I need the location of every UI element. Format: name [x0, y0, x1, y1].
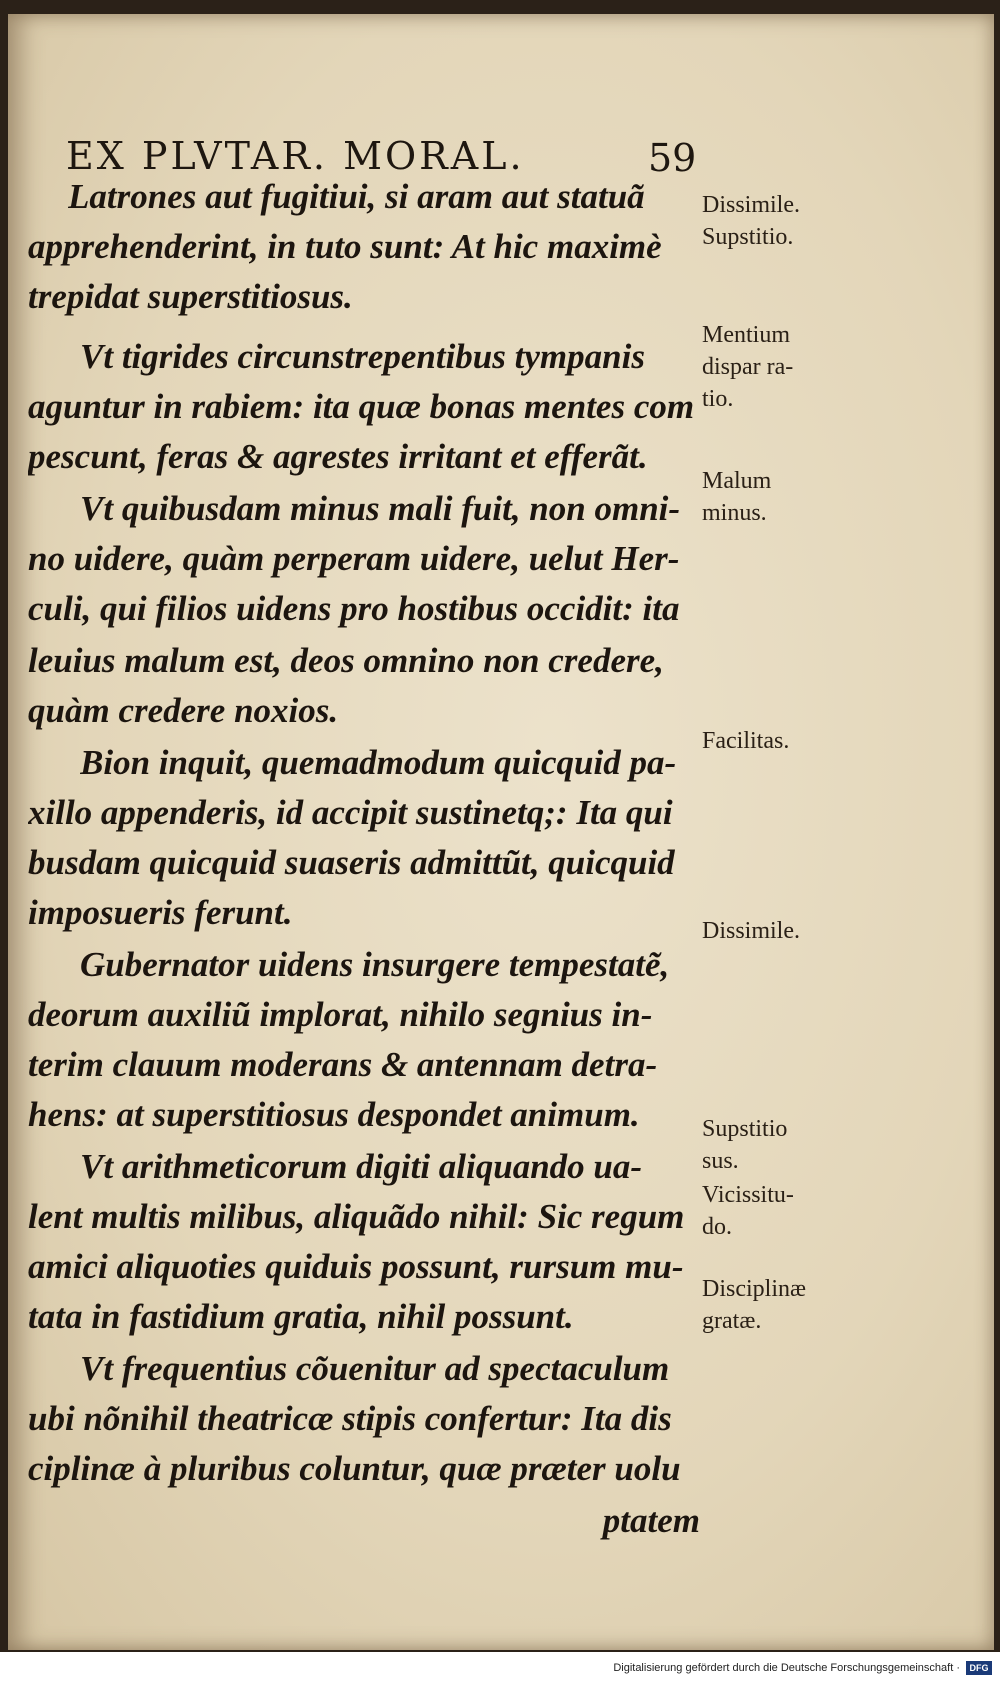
text-line: imposueris ferunt.: [28, 893, 293, 932]
catchword: ptatem: [602, 1501, 700, 1540]
text-line: terim clauum moderans & antennam detra-: [28, 1045, 658, 1084]
text-line: tata in fastidium gratia, nihil possunt.: [28, 1297, 574, 1336]
text-line: hens: at superstitiosus despondet animum.: [28, 1095, 640, 1134]
margin-note: Dissimile.: [702, 192, 801, 218]
margin-note: Facilitas.: [702, 728, 790, 754]
dfg-logo: DFG: [966, 1661, 992, 1675]
text-line: culi, qui filios uidens pro hostibus occidit: ita: [28, 589, 680, 628]
page-number: 59: [648, 136, 697, 180]
running-title: EX PLVTAR. MORAL.: [66, 134, 525, 178]
funding-credit: Digitalisierung gefördert durch die Deutsche Forschungsgemeinschaft ·: [613, 1662, 960, 1674]
margin-note: do.: [702, 1214, 732, 1240]
text-line: quàm credere noxios.: [28, 691, 339, 730]
text-line: amici aliquoties quiduis possunt, rursum mu-: [28, 1247, 684, 1286]
text-line: xillo appenderis, id accipit sustinetq;: Ita qui: [28, 793, 673, 832]
margin-note: Mentium: [702, 322, 790, 348]
text-line: leuius malum est, deos omnino non credere,: [28, 641, 664, 680]
text-line: Vt tigrides circunstrepentibus tympanis: [80, 337, 645, 376]
margin-note: Supstitio.: [702, 224, 794, 250]
text-line: no uidere, quàm perperam uidere, uelut Her-: [28, 539, 680, 578]
digitization-footer: [0, 1654, 1000, 1684]
text-line: Latrones aut fugitiui, si aram aut statuã: [68, 177, 645, 216]
text-line: ubi nõnihil theatricæ stipis confertur: Ita dis: [28, 1399, 672, 1438]
text-line: lent multis milibus, aliquãdo nihil: Sic regum: [28, 1197, 685, 1236]
margin-note: Dissimile.: [702, 918, 801, 944]
margin-note: sus.: [702, 1148, 739, 1174]
margin-note: Malum: [702, 468, 772, 494]
text-line: trepidat superstitiosus.: [28, 277, 353, 316]
text-line: deorum auxiliũ implorat, nihilo segnius in-: [28, 995, 653, 1034]
text-line: Gubernator uidens insurgere tempestatẽ,: [80, 945, 670, 984]
margin-note: dispar ra-: [702, 354, 794, 380]
text-line: Vt quibusdam minus mali fuit, non omni-: [80, 489, 681, 528]
text-line: ciplinæ à pluribus coluntur, quæ præter uolu: [28, 1449, 681, 1488]
text-line: Vt frequentius cõuenitur ad spectaculum: [80, 1349, 670, 1388]
margin-note: gratæ.: [702, 1308, 762, 1334]
margin-note: Vicissitu-: [702, 1182, 794, 1208]
text-line: Bion inquit, quemadmodum quicquid pa-: [80, 743, 677, 782]
book-page: [8, 14, 994, 1650]
text-line: busdam quicquid suaseris admittũt, quicquid: [28, 843, 675, 882]
text-line: apprehenderint, in tuto sunt: At hic maximè: [28, 227, 662, 266]
margin-note: minus.: [702, 500, 767, 526]
text-line: aguntur in rabiem: ita quæ bonas mentes com: [28, 387, 695, 426]
text-line: pescunt, feras & agrestes irritant et efferãt.: [28, 437, 648, 476]
margin-note: Disciplinæ: [702, 1276, 807, 1302]
margin-note: Supstitio: [702, 1116, 788, 1142]
text-line: Vt arithmeticorum digiti aliquando ua-: [80, 1147, 643, 1186]
margin-note: tio.: [702, 386, 734, 412]
